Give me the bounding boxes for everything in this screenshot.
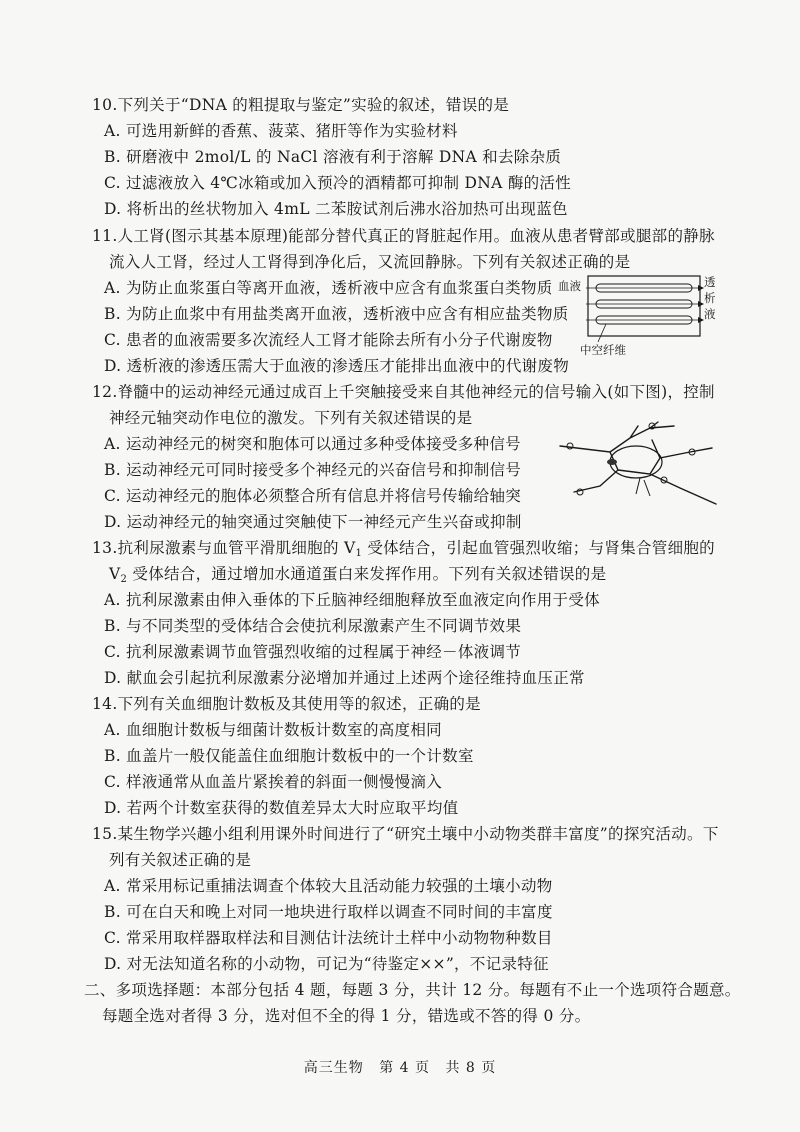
q11-number: 11. xyxy=(92,227,118,245)
q15-number: 15. xyxy=(92,825,118,843)
q12-option-a: A. 运动神经元的树突和胞体可以通过多种受体接受多种信号 xyxy=(104,435,521,453)
q11-option-a: A. 为防止血浆蛋白等离开血液，透析液中应含有血浆蛋白类物质 xyxy=(104,279,553,297)
q12-stem xyxy=(92,381,715,403)
hollow-fiber-label: 中空纤维 xyxy=(580,343,626,357)
q14-option-b: B. 血盖片一般仅能盖住血细胞计数板中的一个计数室 xyxy=(104,747,474,765)
q10-option-c: C. 过滤液放入 4℃冰箱或加入预冷的酒精都可抑制 DNA 酶的活性 xyxy=(104,174,572,192)
q11-stem-line-2: 流入人工肾，经过人工肾得到净化后，又流回静脉。下列有关叙述正确的是 xyxy=(109,253,631,271)
q13-stem-part-2: 受体结合，引起血管强烈收缩；与肾集合管细胞的 xyxy=(362,539,715,557)
artificial-kidney-figure xyxy=(558,272,718,364)
blood-label: 血液 xyxy=(558,279,581,293)
q15-stem-line-1: 某生物学兴趣小组利用课外时间进行了“研究土壤中小动物类群丰富度”的探究活动。下 xyxy=(117,825,719,843)
q14-stem xyxy=(92,693,481,715)
page-footer xyxy=(0,1057,800,1077)
q11-option-b: B. 为防止血浆中有用盐类离开血液，透析液中应含有相应盐类物质 xyxy=(104,305,569,323)
q13-v1-subscript: 1 xyxy=(355,548,363,559)
q14-number: 14. xyxy=(92,695,118,713)
q10-option-d: D. 将析出的丝状物加入 4mL 二苯胺试剂后沸水浴加热可出现蓝色 xyxy=(104,200,568,218)
q10-option-b: B. 研磨液中 2mol/L 的 NaCl 溶液有利于溶解 DNA 和去除杂质 xyxy=(104,148,562,166)
q14-option-a: A. 血细胞计数板与细菌计数板计数室的高度相同 xyxy=(104,721,442,739)
dialysate-label-2: 析 xyxy=(704,291,716,305)
q11-option-d: D. 透析液的渗透压需大于血液的渗透压才能排出血液中的代谢废物 xyxy=(104,357,570,375)
q13-stem-part-3: 受体结合，通过增加水通道蛋白来发挥作用。下列有关叙述错误的是 xyxy=(127,565,607,583)
q13-stem-part-1: 抗利尿激素与血管平滑肌细胞的 V xyxy=(117,539,356,557)
section-2-scoring: 每题全选对者得 3 分，选对但不全的得 1 分，错选或不答的得 0 分。 xyxy=(102,1007,591,1025)
q11-option-c: C. 患者的血液需要多次流经人工肾才能除去所有小分子代谢废物 xyxy=(104,331,553,349)
q10-option-a: A. 可选用新鲜的香蕉、菠菜、猪肝等作为实验材料 xyxy=(104,122,458,140)
q14-stem-text: 下列有关血细胞计数板及其使用等的叙述，正确的是 xyxy=(117,695,481,713)
q13-stem-line-2 xyxy=(109,563,606,591)
q15-stem xyxy=(92,823,719,845)
q11-stem-line-1: 人工肾(图示其基本原理)能部分替代真正的肾脏起作用。血液从患者臂部或腿部的静脉 xyxy=(117,227,715,245)
section-2-heading: 二、多项选择题：本部分包括 4 题，每题 3 分，共计 12 分。每题有不止一个选项符合题意。 xyxy=(84,981,741,999)
q13-option-a: A. 抗利尿激素由伸入垂体的下丘脑神经细胞释放至血液定向作用于受体 xyxy=(104,591,600,609)
q15-option-c: C. 常采用取样器取样法和目测估计法统计土样中小动物物种数目 xyxy=(104,929,553,947)
q13-option-d: D. 献血会引起抗利尿激素分泌增加并通过上述两个途径维持血压正常 xyxy=(104,669,585,687)
footer-total: 共 8 页 xyxy=(445,1060,497,1076)
motor-neuron-figure xyxy=(540,418,720,506)
q12-option-c: C. 运动神经元的胞体必须整合所有信息并将信号传输给轴突 xyxy=(104,487,522,505)
q11-stem xyxy=(92,225,715,247)
footer-page: 第 4 页 xyxy=(379,1060,430,1076)
footer-subject: 高三生物 xyxy=(303,1060,364,1076)
q14-option-d: D. 若两个计数室获得的数值差异太大时应取平均值 xyxy=(104,799,459,817)
q13-option-c: C. 抗利尿激素调节血管强烈收缩的过程属于神经－体液调节 xyxy=(104,643,522,661)
dialysate-label-1: 透 xyxy=(704,275,716,289)
q15-option-b: B. 可在白天和晚上对同一地块进行取样以调查不同时间的丰富度 xyxy=(104,903,553,921)
q13-number: 13. xyxy=(92,539,118,557)
q10-number: 10. xyxy=(92,96,118,114)
q15-option-d: D. 对无法知道名称的小动物，可记为“待鉴定××”，不记录特征 xyxy=(104,955,549,973)
q13-v2-subscript: 2 xyxy=(120,574,128,585)
q12-number: 12. xyxy=(92,383,118,401)
q13-option-b: B. 与不同类型的受体结合会使抗利尿激素产生不同调节效果 xyxy=(104,617,522,635)
dialysate-label-3: 液 xyxy=(704,307,716,321)
q14-option-c: C. 样液通常从血盖片紧挨着的斜面一侧慢慢滴入 xyxy=(104,773,443,791)
q12-option-d: D. 运动神经元的轴突通过突触使下一神经元产生兴奋或抑制 xyxy=(104,513,522,531)
q12-stem-line-1: 脊髓中的运动神经元通过成百上千突触接受来自其他神经元的信号输入(如下图)，控制 xyxy=(117,383,715,401)
q12-option-b: B. 运动神经元可同时接受多个神经元的兴奋信号和抑制信号 xyxy=(104,461,522,479)
q15-stem-line-2: 列有关叙述正确的是 xyxy=(109,851,252,869)
q13-stem xyxy=(92,537,715,565)
q15-option-a: A. 常采用标记重捕法调查个体较大且活动能力较强的土壤小动物 xyxy=(104,877,553,895)
q10-stem-text: 下列关于“DNA 的粗提取与鉴定”实验的叙述，错误的是 xyxy=(117,96,510,114)
q10-stem xyxy=(92,94,509,116)
q13-v2-letter: V xyxy=(109,565,121,583)
q12-stem-line-2: 神经元轴突动作电位的激发。下列有关叙述错误的是 xyxy=(109,409,473,427)
